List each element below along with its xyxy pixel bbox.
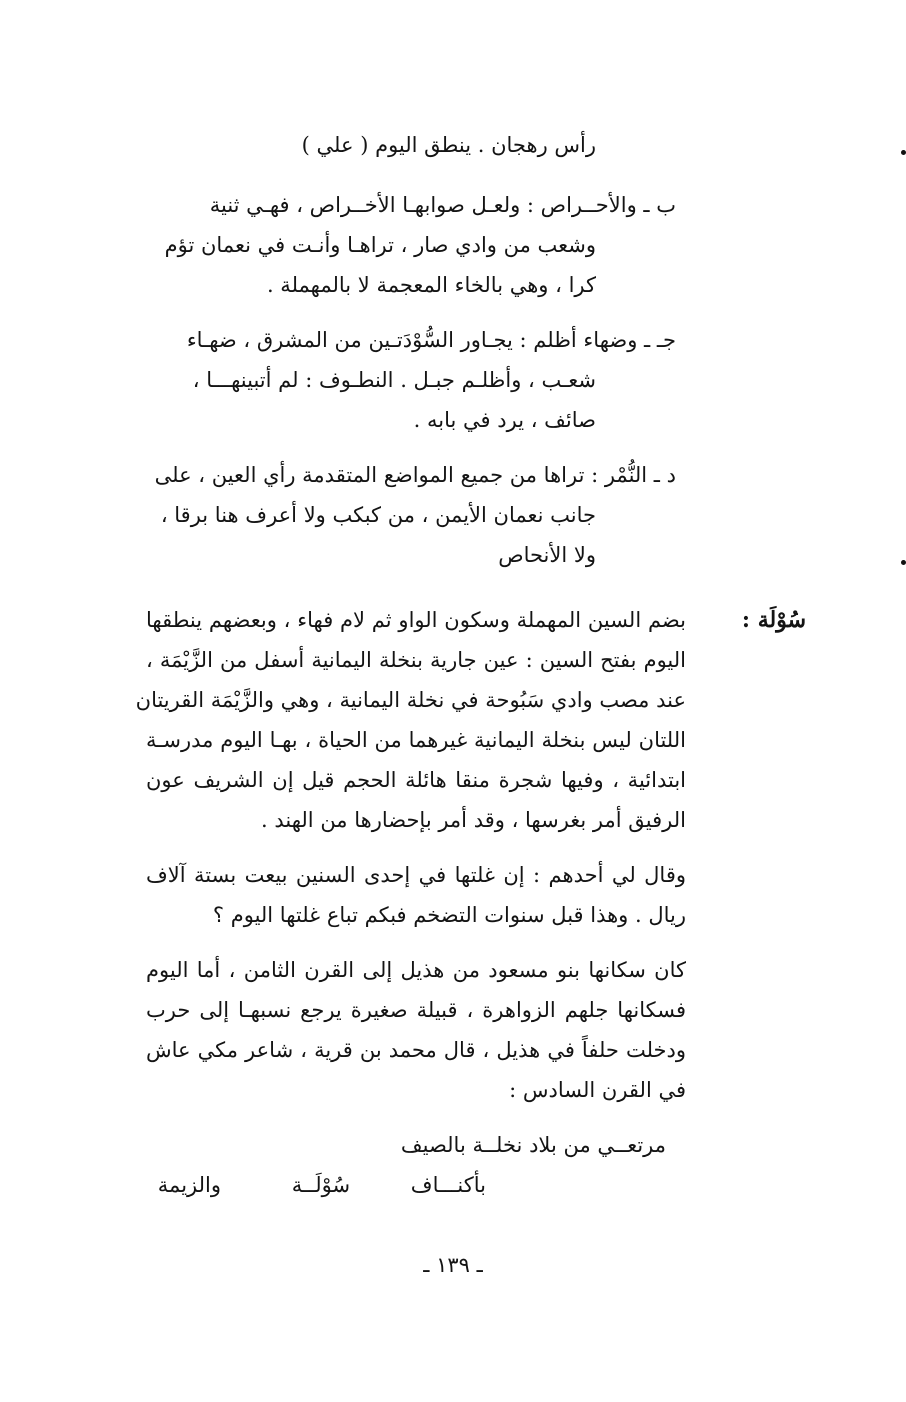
paragraph-3-line-3: ودخلت حلفاً في هذيل ، قال محمد بن قرية ، شاعر مكي عاش [146, 1038, 686, 1062]
margin-dot-mark [901, 560, 906, 565]
paragraph-1-line-4: اللتان ليس بنخلة اليمانية غيرهما من الحياة ، بهـا اليوم مدرسـة [146, 728, 686, 752]
entry-j-line-3: صائف ، يرد في بابه . [413, 408, 596, 432]
entry-j-line-2: شعـب ، وأظلـم جبـل . النطـوف : لم أتبينهـــا ، [192, 368, 596, 392]
paragraph-1-line-6: الرفيق أمر بغرسها ، وقد أمر بإحضارها من الهند . [261, 808, 686, 832]
page-number: ـ ١٣٩ ـ [423, 1253, 483, 1277]
paragraph-1-line-5: ابتدائية ، وفيها شجرة منقا هائلة الحجم قيل إن الشريف عون [146, 768, 686, 792]
verse-line-2 [158, 1170, 486, 1200]
verse-word-2: سُوْلَــة [291, 1173, 351, 1197]
entry-b-line-3: كرا ، وهي بالخاء المعجمة لا بالمهملة . [266, 273, 596, 297]
entry-d-line-3: ولا الأنحاص [498, 543, 596, 567]
verse-word-3: والزيمة [157, 1173, 222, 1197]
entry-j-line-1: جـ ـ وضهاء أظلم : يجـاور السُّوْدَتـين من المشرق ، ضهـاء [186, 328, 676, 352]
entry-b-line-1: ب ـ والأحــراص : ولعـل صوابهـا الأخــراص ، فهـي ثنية [209, 193, 676, 217]
header-line: رأس رهجان . ينطق اليوم ( علي ) [301, 133, 596, 157]
paragraph-1-line-1: بضم السين المهملة وسكون الواو ثم لام فهاء ، وبعضهم ينطقها [146, 608, 686, 632]
paragraph-2-line-1: وقال لي أحدهم : إن غلتها في إحدى السنين بيعت بستة آلاف [146, 863, 686, 887]
paragraph-3-line-1: كان سكانها بنو مسعود من هذيل إلى القرن الثامن ، أما اليوم [146, 958, 686, 982]
margin-dot-mark [901, 150, 906, 155]
paragraph-3-line-2: فسكانها جلهم الزواهرة ، قبيلة صغيرة يرجع نسبهـا إلى حرب [146, 998, 686, 1022]
verse-line-1: مرتعــي من بلاد نخلــة بالصيف [400, 1133, 666, 1157]
headword: سُوْلَة : [741, 607, 806, 633]
entry-b-line-2: وشعب من وادي صار ، تراهـا وأنـت في نعمان تؤم [164, 233, 596, 257]
entry-d-line-1: د ـ النُّمْر : تراها من جميع المواضع المتقدمة رأي العين ، على [154, 463, 676, 487]
paragraph-1-line-3: عند مصب وادي سَبُوحة في نخلة اليمانية ، وهي والزَّيْمَة القريتان [135, 688, 686, 712]
entry-d-line-2: جانب نعمان الأيمن ، من كبكب ولا أعرف هنا برقا ، [160, 503, 596, 527]
paragraph-3-line-4: في القرن السادس : [509, 1078, 686, 1102]
paragraph-2-line-2: ريال . وهذا قبل سنوات التضخم فبكم تباع غلتها اليوم ؟ [212, 903, 686, 927]
verse-word-1: بأكنـــاف [410, 1173, 486, 1197]
paragraph-1-line-2: اليوم بفتح السين : عين جارية بنخلة اليمانية أسفل من الزَّيْمَة ، [146, 648, 686, 672]
